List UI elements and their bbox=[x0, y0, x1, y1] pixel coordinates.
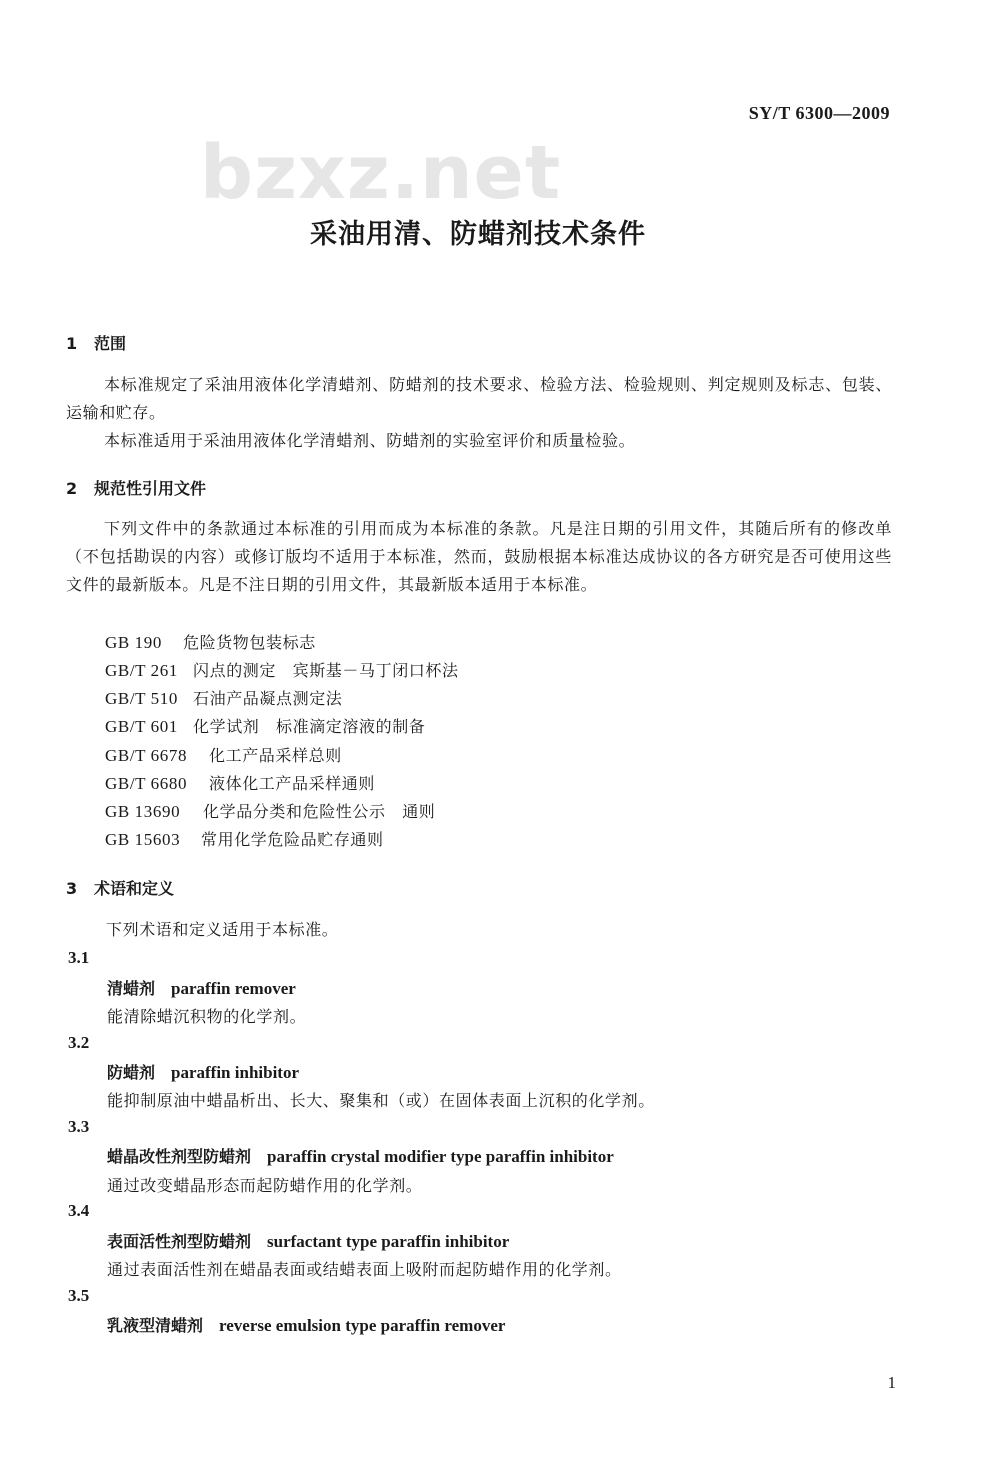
section-title: 术语和定义 bbox=[94, 879, 175, 898]
section-title: 范围 bbox=[94, 334, 127, 353]
term-en: paraffin crystal modifier type paraffin inhibitor bbox=[267, 1147, 614, 1166]
section-number: 3 bbox=[66, 879, 78, 898]
section-number: 1 bbox=[66, 334, 78, 353]
term-zh: 乳液型清蜡剂 bbox=[107, 1316, 204, 1335]
reference-title: 危险货物包装标志 bbox=[183, 633, 316, 652]
reference-code: GB 190 bbox=[105, 633, 162, 652]
section-3-heading bbox=[66, 876, 174, 899]
term-zh: 防蜡剂 bbox=[107, 1063, 156, 1082]
reference-title: 石油产品凝点测定法 bbox=[193, 689, 343, 708]
term-en: reverse emulsion type paraffin remover bbox=[219, 1316, 506, 1335]
reference-item bbox=[105, 630, 316, 653]
reference-code: GB/T 6678 bbox=[105, 746, 188, 765]
term-entry bbox=[107, 1144, 614, 1167]
reference-item bbox=[105, 714, 425, 737]
reference-code: GB/T 510 bbox=[105, 689, 178, 708]
term-entry bbox=[107, 976, 296, 999]
reference-item bbox=[105, 686, 342, 709]
section-2-paragraph: 下列文件中的条款通过本标准的引用而成为本标准的条款。凡是注日期的引用文件，其随后所有的修改单（不包括勘误的内容）或修订版均不适用于本标准，然而，鼓励根据本标准达成协议的各方研究是否可使用这些文件的最新版本。凡是不注日期的引用文件，其最新版本适用于本标准。 bbox=[66, 519, 892, 594]
reference-title: 化工产品采样总则 bbox=[209, 746, 342, 765]
section-1-paragraph-1: 本标准规定了采油用液体化学清蜡剂、防蜡剂的技术要求、检验方法、检验规则、判定规则及标志、包装、运输和贮存。 bbox=[66, 375, 892, 422]
reference-item bbox=[105, 743, 342, 766]
reference-item bbox=[105, 827, 384, 850]
reference-title: 常用化学危险品贮存通则 bbox=[201, 830, 384, 849]
section-1-paragraph-2: 本标准适用于采油用液体化学清蜡剂、防蜡剂的实验室评价和质量检验。 bbox=[104, 431, 636, 450]
term-en: paraffin inhibitor bbox=[171, 1063, 300, 1082]
term-zh: 蜡晶改性剂型防蜡剂 bbox=[107, 1147, 252, 1166]
section-3-intro: 下列术语和定义适用于本标准。 bbox=[106, 920, 339, 939]
reference-code: GB 15603 bbox=[105, 830, 181, 849]
term-entry bbox=[107, 1229, 509, 1252]
section-2-heading bbox=[66, 476, 206, 499]
term-en: paraffin remover bbox=[171, 979, 296, 998]
clause-number: 3.1 bbox=[68, 948, 90, 967]
term-definition: 能抑制原油中蜡晶析出、长大、聚集和（或）在固体表面上沉积的化学剂。 bbox=[107, 1091, 655, 1110]
term-en: surfactant type paraffin inhibitor bbox=[267, 1232, 510, 1251]
reference-title: 液体化工产品采样通则 bbox=[209, 774, 376, 793]
section-title: 规范性引用文件 bbox=[94, 479, 207, 498]
reference-code: GB/T 261 bbox=[105, 661, 178, 680]
term-zh: 清蜡剂 bbox=[107, 979, 156, 998]
reference-code: GB/T 601 bbox=[105, 717, 178, 736]
term-entry bbox=[107, 1060, 299, 1083]
clause-number: 3.5 bbox=[68, 1286, 90, 1305]
reference-item bbox=[105, 658, 459, 681]
term-entry bbox=[107, 1313, 505, 1336]
clause-number: 3.3 bbox=[68, 1117, 90, 1136]
clause-number: 3.2 bbox=[68, 1033, 90, 1052]
reference-title: 闪点的测定 宾斯基－马丁闭口杯法 bbox=[193, 661, 459, 680]
reference-title: 化学试剂 标准滴定溶液的制备 bbox=[193, 717, 426, 736]
term-definition: 通过表面活性剂在蜡晶表面或结蜡表面上吸附而起防蜡作用的化学剂。 bbox=[107, 1260, 622, 1279]
document-title: 采油用清、防蜡剂技术条件 bbox=[310, 219, 646, 250]
reference-item bbox=[105, 799, 435, 822]
reference-item bbox=[105, 771, 375, 794]
term-definition: 通过改变蜡晶形态而起防蜡作用的化学剂。 bbox=[107, 1176, 423, 1195]
term-definition: 能清除蜡沉积物的化学剂。 bbox=[107, 1007, 307, 1026]
watermark: bzxz.net bbox=[200, 130, 562, 216]
reference-title: 化学品分类和危险性公示 通则 bbox=[203, 802, 436, 821]
reference-code: GB/T 6680 bbox=[105, 774, 188, 793]
page-number: 1 bbox=[887, 1373, 896, 1392]
section-1-heading bbox=[66, 331, 126, 354]
section-number: 2 bbox=[66, 479, 78, 498]
reference-code: GB 13690 bbox=[105, 802, 181, 821]
term-zh: 表面活性剂型防蜡剂 bbox=[107, 1232, 252, 1251]
clause-number: 3.4 bbox=[68, 1201, 90, 1220]
standard-code: SY/T 6300—2009 bbox=[748, 103, 890, 123]
